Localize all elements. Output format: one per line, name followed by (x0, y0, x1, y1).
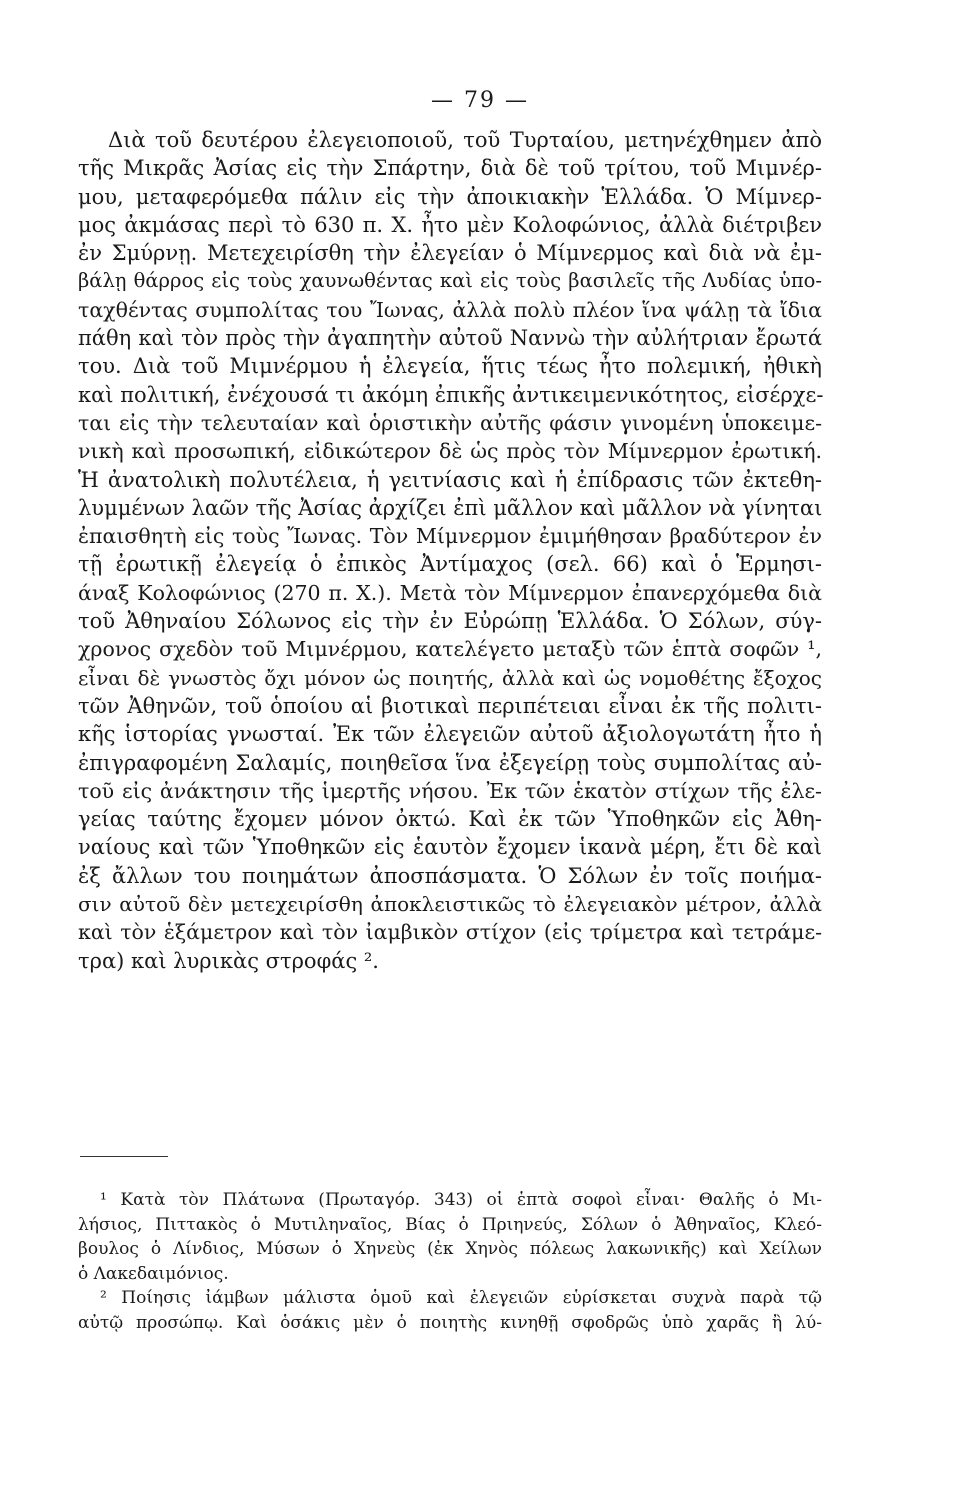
text-line: σιν αὐτοῦ δὲν μετεχειρίσθη ἀποκλειστικῶς τὸ ἐλεγειακὸν μέτρον, ἀλλὰ (78, 892, 822, 917)
footnote-line: βουλος ὁ Λίνδιος, Μύσων ὁ Χηνεὺς (ἐκ Χηνὸς πόλεως λακωνικῆς) καὶ Χείλων (78, 1239, 822, 1259)
text-line: μος ἀκμάσας περὶ τὸ 630 π. Χ. ἦτο μὲν Κολοφώνιος, ἀλλὰ διέτριβεν (78, 212, 822, 237)
text-line: τῇ ἐρωτικῇ ἐλεγείᾳ ὁ ἐπικὸς Ἀντίμαχος (σελ. 66) καὶ ὁ Ἑρμησι- (78, 552, 822, 577)
text-line: τοῦ Ἀθηναίου Σόλωνος εἰς τὴν ἐν Εὐρώπῃ Ἑλλάδα. Ὁ Σόλων, σύγ- (78, 609, 822, 634)
text-line: τοῦ εἰς ἀνάκτησιν τῆς ἱμερτῆς νήσου. Ἐκ τῶν ἑκατὸν στίχων τῆς ἐλε- (78, 778, 822, 803)
text-line: τῶν Ἀθηνῶν, τοῦ ὁποίου αἱ βιοτικαὶ περιπέτειαι εἶναι ἐκ τῆς πολιτι- (78, 693, 822, 718)
text-line: λυμμένων λαῶν τῆς Ἀσίας ἀρχίζει ἐπὶ μᾶλλον καὶ μᾶλλον νὰ γίνηται (78, 495, 823, 520)
body-text (78, 126, 822, 975)
text-line: ταχθέντας συμπολίτας του Ἴωνας, ἀλλὰ πολὺ πλέον ἵνα ψάλῃ τὰ ἴδια (78, 297, 822, 322)
footnote-line: αὐτῷ προσώπῳ. Καὶ ὁσάκις μὲν ὁ ποιητὴς κινηθῇ σφοδρῶς ὑπὸ χαρᾶς ἢ λύ- (78, 1312, 822, 1333)
text-line: καὶ πολιτική, ἐνέχουσά τι ἀκόμη ἐπικῆς ἀντικειμενικότητος, εἰσέρχε- (78, 382, 824, 407)
text-line: καὶ τὸν ἑξάμετρον καὶ τὸν ἰαμβικὸν στίχον (εἰς τρίμετρα καὶ τετράμε- (78, 920, 822, 945)
text-line: ται εἰς τὴν τελευταίαν καὶ ὁριστικὴν αὐτῆς φάσιν γινομένη ὑποκειμε- (78, 410, 822, 435)
text-line: ἐπαισθητὴ εἰς τοὺς Ἴωνας. Τὸν Μίμνερμον ἐμιμήθησαν βραδύτερον ἐν (78, 524, 822, 549)
text-line: εἶναι δὲ γνωστὸς ὄχι μόνον ὡς ποιητής, ἀλλὰ καὶ ὡς νομοθέτης ἔξοχος (78, 665, 822, 690)
text-line: κῆς ἱστορίας γνωσταί. Ἐκ τῶν ἐλεγειῶν αὐτοῦ ἀξιολογωτάτη ἦτο ἡ (78, 722, 822, 747)
text-line: τρα) καὶ λυρικὰς στροφάς ². (78, 948, 379, 973)
text-line: νικὴ καὶ προσωπική, εἰδικώτερον δὲ ὡς πρὸς τὸν Μίμνερμον ἐρωτική. (78, 439, 822, 464)
text-line: πάθη καὶ τὸν πρὸς τὴν ἀγαπητὴν αὐτοῦ Ναννὼ τὴν αὐλήτριαν ἔρωτά (78, 326, 822, 351)
text-line: ἐπιγραφομένη Σαλαμίς, ποιηθεῖσα ἵνα ἐξεγείρῃ τοὺς συμπολίτας αὐ- (78, 750, 822, 775)
text-line: Διὰ τοῦ δευτέρου ἐλεγειοποιοῦ, τοῦ Τυρταίου, μετηνέχθημεν ἀπὸ (108, 128, 822, 152)
text-line: βάλῃ θάρρος εἰς τοὺς χαυνωθέντας καὶ εἰς τοὺς βασιλεῖς τῆς Λυδίας ὑπο- (78, 269, 822, 293)
text-line: Ἡ ἀνατολικὴ πολυτέλεια, ἡ γειτνίασις καὶ ἡ ἐπίδρασις τῶν ἐκτεθη- (78, 467, 822, 492)
text-line: τῆς Μικρᾶς Ἀσίας εἰς τὴν Σπάρτην, διὰ δὲ τοῦ τρίτου, τοῦ Μιμνέρ- (78, 156, 822, 181)
footnote-line: λήσιος, Πιττακὸς ὁ Μυτιληναῖος, Βίας ὁ Πριηνεύς, Σόλων ὁ Ἀθηναῖος, Κλεό- (78, 1214, 822, 1235)
text-line: του. Διὰ τοῦ Μιμνέρμου ἡ ἐλεγεία, ἥτις τέως ἦτο πολεμική, ἠθικὴ (78, 354, 822, 379)
page-number: — 79 — (431, 88, 529, 113)
footnote-line: ² Ποίησις ἰάμβων μάλιστα ὁμοῦ καὶ ἐλεγειῶν εὑρίσκεται συχνὰ παρὰ τῷ (100, 1288, 822, 1308)
text-line: γείας ταύτης ἔχομεν μόνον ὀκτώ. Καὶ ἐκ τῶν Ὑποθηκῶν εἰς Ἀθη- (78, 807, 822, 832)
text-line: μου, μεταφερόμεθα πάλιν εἰς τὴν ἀποικιακὴν Ἑλλάδα. Ὁ Μίμνερ- (78, 184, 822, 209)
text-line: άναξ Κολοφώνιος (270 π. Χ.). Μετὰ τὸν Μίμνερμον ἐπανερχόμεθα διὰ (78, 580, 822, 605)
footnote-line: ¹ Κατὰ τὸν Πλάτωνα (Πρωταγόρ. 343) οἱ ἑπτὰ σοφοὶ εἶναι· Θαλῆς ὁ Μι- (100, 1190, 822, 1210)
footnotes (78, 1188, 822, 1335)
text-line: ἐξ ἄλλων του ποιημάτων ἀποσπάσματα. Ὁ Σόλων ἐν τοῖς ποιήμα- (78, 863, 822, 888)
footnote-line: ὁ Λακεδαιμόνιος. (78, 1263, 229, 1284)
text-line: ναίους καὶ τῶν Ὑποθηκῶν εἰς ἑαυτὸν ἔχομεν ἱκανὰ μέρη, ἔτι δὲ καὶ (78, 835, 822, 860)
footnote-separator (80, 1156, 168, 1157)
text-line: χρονος σχεδὸν τοῦ Μιμνέρμου, κατελέγετο μεταξὺ τῶν ἑπτὰ σοφῶν ¹, (78, 637, 822, 662)
text-line: ἐν Σμύρνῃ. Μετεχειρίσθη τὴν ἐλεγείαν ὁ Μίμνερμος καὶ διὰ νὰ ἐμ- (78, 241, 822, 266)
